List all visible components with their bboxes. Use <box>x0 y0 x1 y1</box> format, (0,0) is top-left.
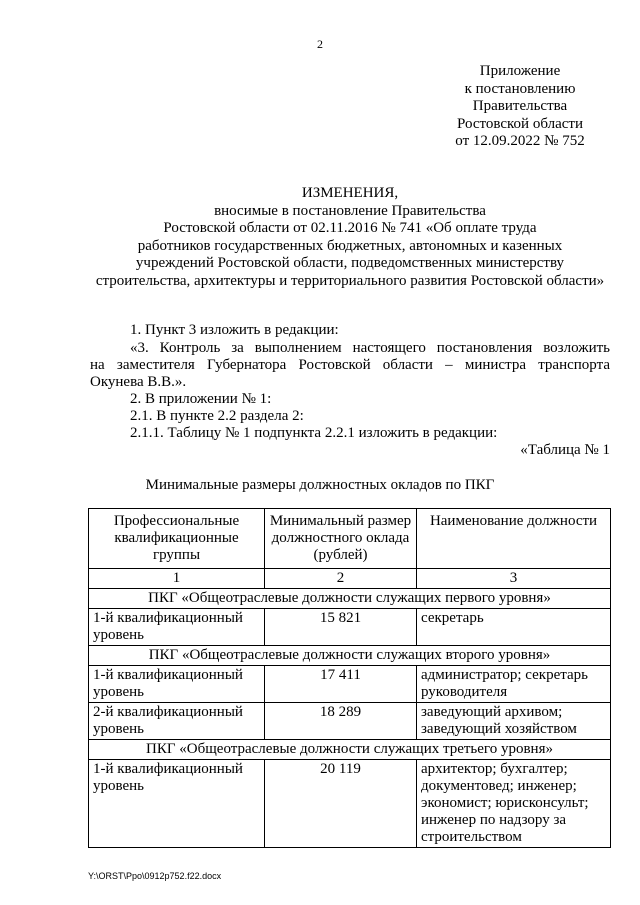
salary-cell: 15 821 <box>265 609 417 646</box>
level-cell: 1-й квалификационный уровень <box>89 609 265 646</box>
changes-line: вносимые в постановление Правительства <box>214 202 486 219</box>
positions-cell: заведующий архивом; заведующий хозяйством <box>417 703 611 740</box>
file-path-footer: Y:\ORST\Ppo\0912p752.f22.docx <box>88 871 222 881</box>
page-number: 2 <box>317 37 323 51</box>
paragraph-2c: Окунева В.В.». <box>90 374 187 390</box>
salary-cell: 17 411 <box>265 666 417 703</box>
positions-cell: секретарь <box>417 609 611 646</box>
appendix-block <box>420 63 620 151</box>
table-row <box>89 760 611 848</box>
group-name: ПКГ «Общеотраслевые должности служащих первого уровня» <box>89 589 611 609</box>
paragraph-2a: «3. Контроль за выполнением настоящего постановления возложить <box>130 340 610 356</box>
changes-line: работников государственных бюджетных, автономных и казенных <box>137 237 563 254</box>
positions-cell: архитектор; бухгалтер; документовед; инженер; экономист; юрисконсульт; инженер по надзору за строительством <box>417 760 611 848</box>
header-position: Наименование должности <box>417 509 611 569</box>
table-title: Минимальные размеры должностных окладов по ПКГ <box>145 477 495 493</box>
appendix-line: Приложение <box>479 63 561 79</box>
table-reference: «Таблица № 1 <box>520 442 610 458</box>
appendix-line: от 12.09.2022 № 752 <box>455 133 585 149</box>
appendix-line: к постановлению <box>464 80 576 97</box>
changes-line: учреждений Ростовской области, подведомственных министерству <box>135 255 565 271</box>
paragraph-3: 2. В приложении № 1: <box>130 391 272 407</box>
level-cell: 1-й квалификационный уровень <box>89 760 265 848</box>
appendix-line: Ростовской области <box>457 115 583 132</box>
salary-cell: 20 119 <box>265 760 417 848</box>
paragraph-5: 2.1.1. Таблицу № 1 подпункта 2.2.1 изложить в редакции: <box>130 425 498 441</box>
group-name: ПКГ «Общеотраслевые должности служащих третьего уровня» <box>89 740 611 760</box>
group-name: ПКГ «Общеотраслевые должности служащих второго уровня» <box>89 646 611 666</box>
paragraph-1: 1. Пункт 3 изложить в редакции: <box>130 322 339 338</box>
level-cell: 1-й квалификационный уровень <box>89 666 265 703</box>
positions-cell: администратор; секретарь руководителя <box>417 666 611 703</box>
header-groups: Профессиональные квалификационные группы <box>89 509 265 569</box>
column-number: 1 <box>89 569 265 589</box>
table-row <box>89 703 611 740</box>
changes-line: строительства, архитектуры и территориального развития Ростовской области» <box>95 272 605 289</box>
changes-line: Ростовской области от 02.11.2016 № 741 «Об оплате труда <box>163 220 537 236</box>
group-row <box>89 589 611 609</box>
table-header-row <box>89 509 611 569</box>
paragraph-4: 2.1. В пункте 2.2 раздела 2: <box>130 408 304 424</box>
table-number-row <box>89 569 611 589</box>
group-row <box>89 740 611 760</box>
column-number: 2 <box>265 569 417 589</box>
salary-cell: 18 289 <box>265 703 417 740</box>
header-salary: Минимальный размер должностного оклада (рублей) <box>265 509 417 569</box>
table-row <box>89 609 611 646</box>
level-cell: 2-й квалификационный уровень <box>89 703 265 740</box>
appendix-line: Правительства <box>472 98 568 114</box>
group-row <box>89 646 611 666</box>
paragraph-2b: на заместителя Губернатора Ростовской области – министра транспорта <box>90 357 610 373</box>
column-number: 3 <box>417 569 611 589</box>
changes-heading <box>60 185 640 290</box>
table-row <box>89 666 611 703</box>
changes-title: ИЗМЕНЕНИЯ, <box>301 185 399 201</box>
salary-table <box>88 508 611 848</box>
